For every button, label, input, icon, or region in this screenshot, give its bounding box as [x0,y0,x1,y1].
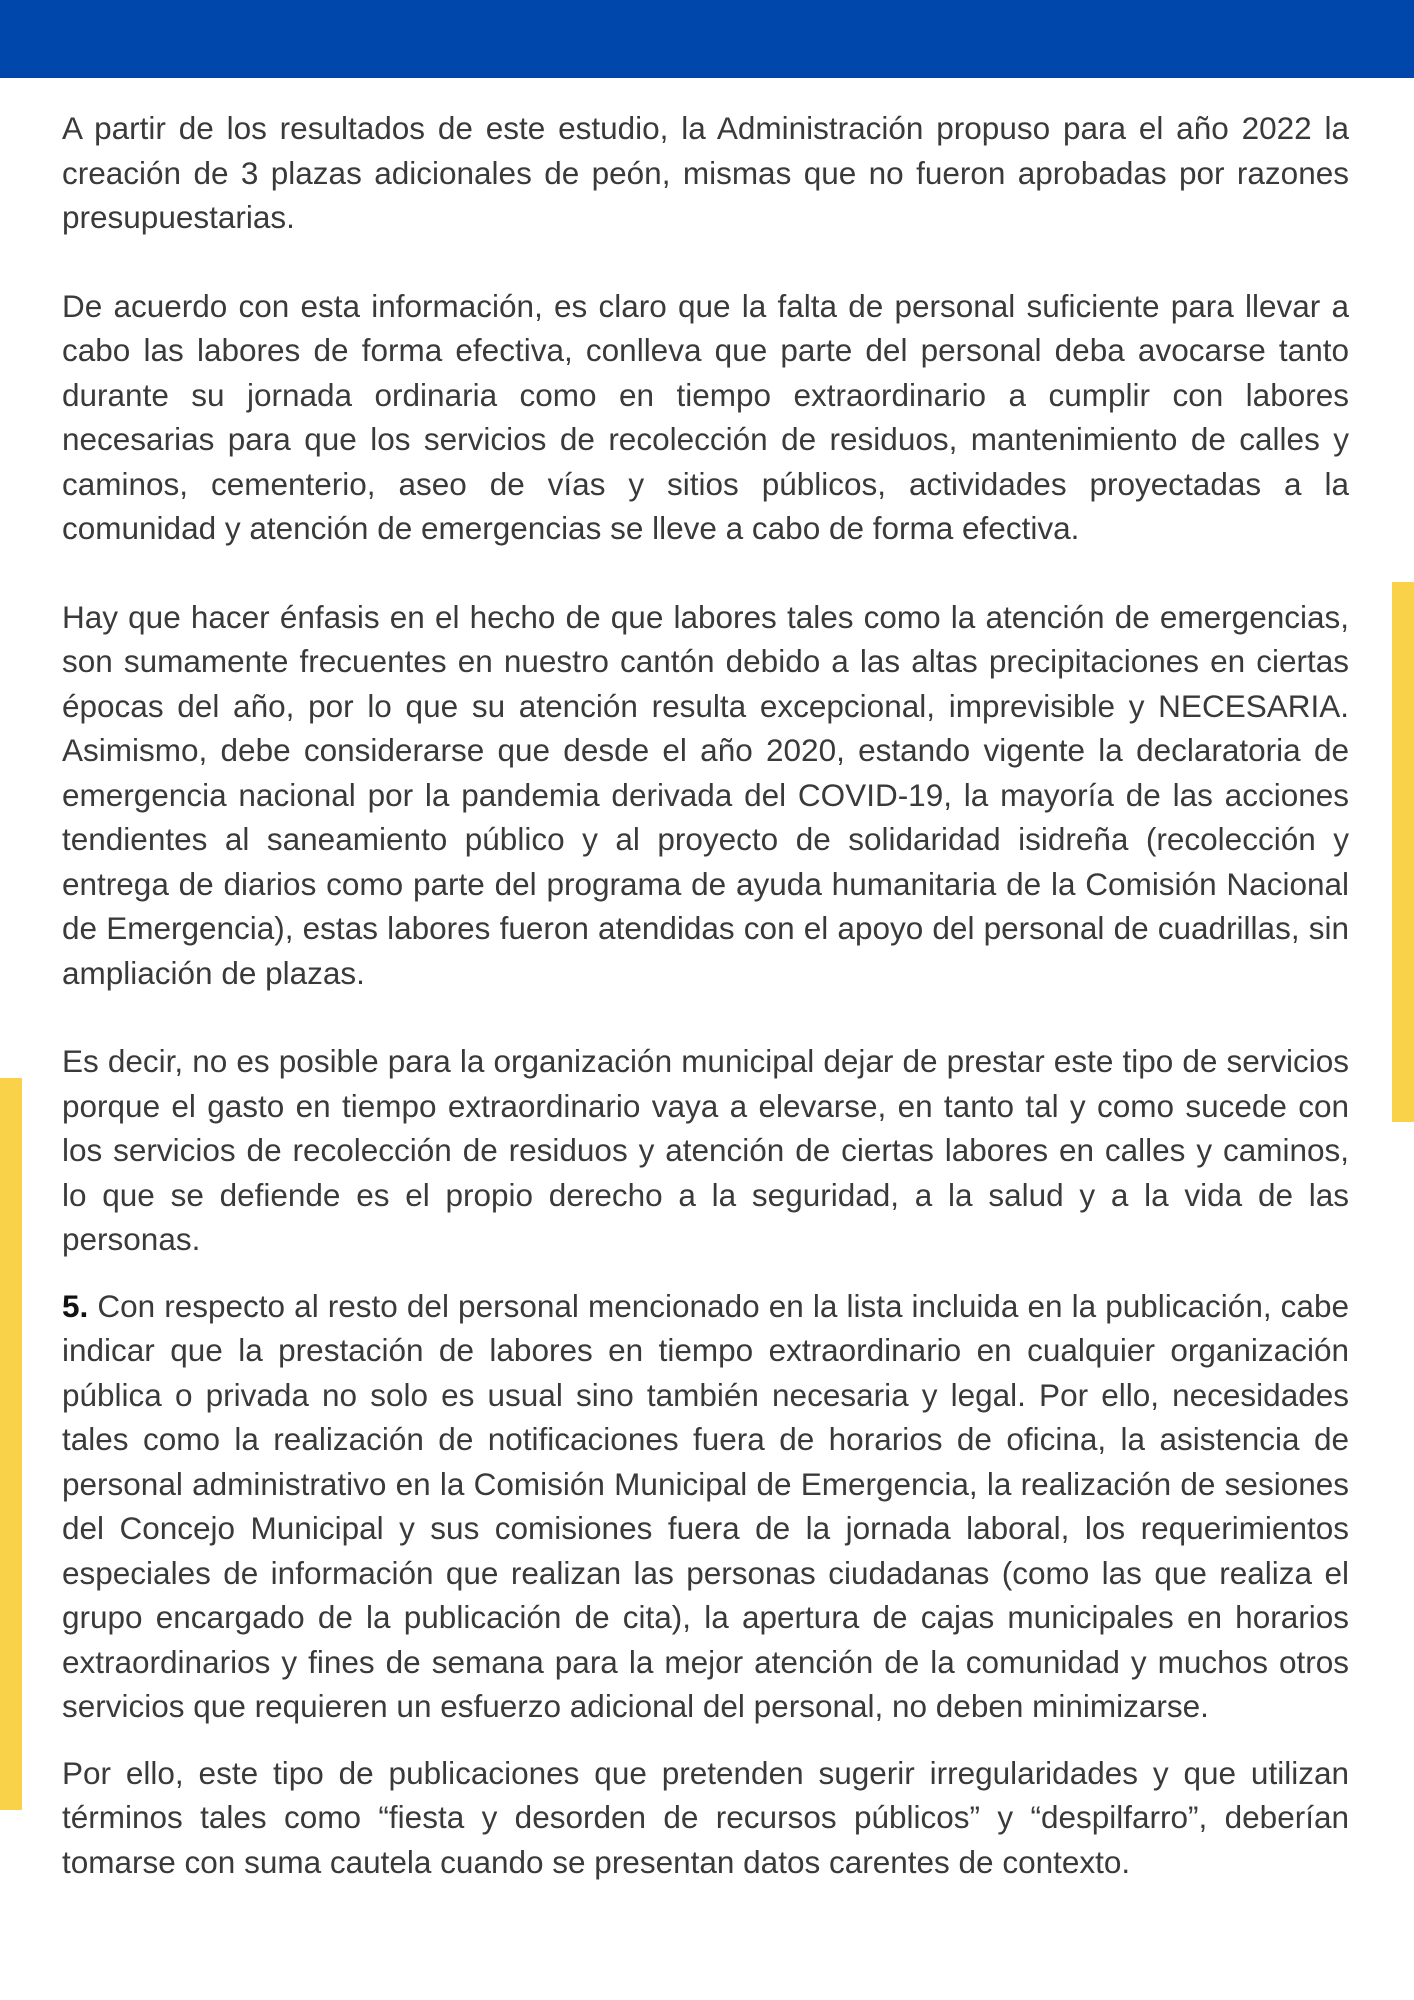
point-number: 5. [62,1287,89,1324]
paragraph-public-services: Es decir, no es posible para la organización municipal dejar de prestar este tipo de servicios porque el gasto en tiempo extraordinario vaya a elevarse, en tanto tal y como sucede con los servicios de recolección de residuos y atención de ciertas labores en calles y caminos, lo que se defiende es el propio derecho a la seguridad, a la salud y a la vida de las personas. [62,1043,1349,1257]
left-bracket-decoration [0,1078,22,1810]
paragraph-closing: Por ello, este tipo de publicaciones que pretenden sugerir irregularidades y que utilizan términos tales como “fiesta y desorden de recursos públicos” y “despilfarro”, deberían tomarse con suma cautela cuando se presentan datos carentes de contexto. [62,1754,1349,1880]
header-band [0,0,1414,78]
paragraph-study-results: A partir de los resultados de este estudio, la Administración propuso para el año 2022 la creación de 3 plazas adicionales de peón, mismas que no fueron aprobadas por razones presupuestarias. [62,110,1349,235]
paragraph-staff-shortage: De acuerdo con esta información, es claro que la falta de personal suficiente para llevar a cabo las labores de forma efectiva, conlleva que parte del personal deba avocarse tanto durante su jornada ordinaria como en tiempo extraordinario a cumplir con labores necesarias para que los servicios de recolección de residuos, mantenimiento de calles y caminos, cementerio, aseo de vías y sitios públicos, actividades proyectadas a la comunidad y atención de emergencias se lleve a cabo de forma efectiva. [62,287,1349,546]
point-5-text: Con respecto al resto del personal mencionado en la lista incluida en la publicación, cabe indicar que la prestación de labores en tiempo extraordinario en cualquier organización pública o privada no solo es usual sino también necesaria y legal. Por ello, necesidades tales como la realización de notificaciones fuera de horarios de oficina, la asistencia de personal administrativo en la Comisión Municipal de Emergencia, la realización de sesiones del Concejo Municipal y sus comisiones fuera de la jornada laboral, los requerimientos especiales de información que realizan las personas ciudadanas (como las que realiza el grupo encargado de la publicación de cita), la apertura de cajas municipales en horarios extraordinarios y fines de semana para la mejor atención de la comunidad y muchos otros servicios que requieren un esfuerzo adicional del personal, no deben minimizarse. [62,1287,1349,1724]
paragraph-emergencies: Hay que hacer énfasis en el hecho de que labores tales como la atención de emergencias, son sumamente frecuentes en nuestro cantón debido a las altas precipitaciones en ciertas épocas del año, por lo que su atención resulta excepcional, imprevisible y NECESARIA. Asimismo, debe considerarse que desde el año 2020, estando vigente la declaratoria de emergencia nacional por la pandemia derivada del COVID-19, la mayoría de las acciones tendientes al saneamiento público y al proyecto de solidaridad isidreña (recolección y entrega de diarios como parte del programa de ayuda humanitaria de la Comisión Nacional de Emergencia), estas labores fueron atendidas con el apoyo del personal de cuadrillas, sin ampliación de plazas. [62,598,1349,991]
paragraph-point-5 [62,1284,1349,1729]
document-body [62,106,1349,1928]
right-bracket-decoration [1392,582,1414,1122]
